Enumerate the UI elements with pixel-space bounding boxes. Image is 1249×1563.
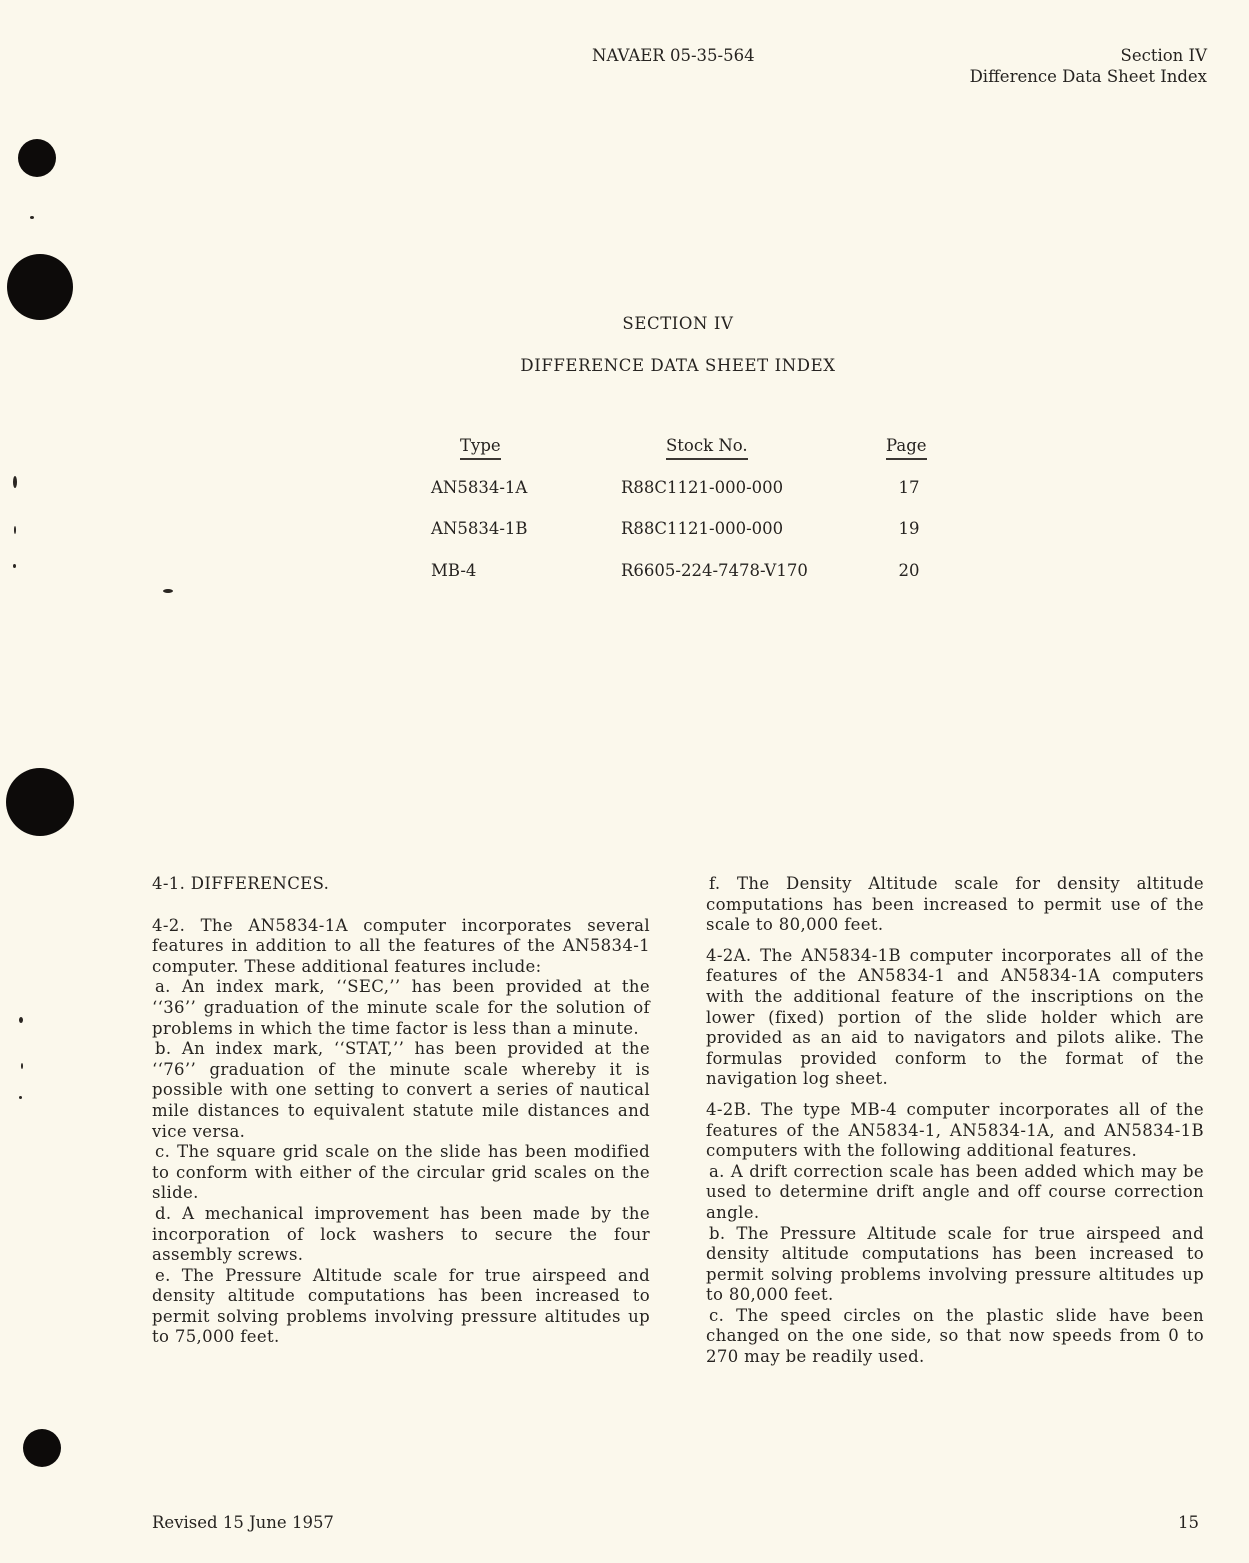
- table-row: [420, 519, 950, 561]
- punch-hole-2: [7, 254, 73, 320]
- body-column-left: [152, 874, 650, 1348]
- paragraph-4-2-a: a. An index mark, ‘‘SEC,’’ has been provided at the ‘‘36’’ graduation of the minute scale for the solution of problems in which the time factor is less than a minute.: [152, 977, 650, 1038]
- scan-speck: [13, 564, 16, 568]
- cell-stock-no: R6605-224-7478-V170: [621, 560, 808, 580]
- cell-type: MB-4: [431, 560, 477, 580]
- scan-speck: [19, 1017, 23, 1023]
- punch-hole-3: [6, 768, 74, 836]
- scan-speck: [21, 1063, 23, 1069]
- paragraph-4-2b-a: a. A drift correction scale has been added which may be used to determine drift angle and off course correction angle.: [706, 1161, 1204, 1222]
- section-title: SECTION IV: [622, 314, 734, 333]
- header-section: Section IV: [1120, 46, 1207, 65]
- scan-speck: [13, 476, 17, 488]
- cell-type: AN5834-1A: [431, 477, 528, 497]
- scan-speck: [14, 526, 16, 534]
- cell-page: 19: [898, 519, 920, 538]
- scan-speck: [30, 216, 34, 219]
- document-number: NAVAER 05-35-564: [592, 46, 755, 65]
- paragraph-heading-differences: 4-1. DIFFERENCES.: [152, 874, 330, 893]
- cell-page: 17: [898, 477, 920, 497]
- cell-page: 20: [898, 560, 920, 580]
- paragraph-4-2-f: f. The Density Altitude scale for density altitude computations has been increased to permit use of the scale to 80,000 feet.: [706, 874, 1204, 935]
- body-column-right: [706, 874, 1204, 1368]
- table-header-row: [420, 436, 950, 478]
- paragraph-4-2: 4-2. The AN5834-1A computer incorporates several features in addition to all the features of the AN5834-1 computer. These additional features include:: [152, 915, 650, 976]
- paragraph-4-2b-c: c. The speed circles on the plastic slide have been changed on the one side, so that now speeds from 0 to 270 may be readily used.: [706, 1305, 1204, 1367]
- running-header: [970, 45, 1207, 87]
- page-number: 15: [1178, 1513, 1199, 1532]
- scan-speck: [163, 589, 173, 593]
- revision-date: Revised 15 June 1957: [152, 1513, 334, 1532]
- paragraph-4-2a: 4-2A. The AN5834-1B computer incorporates all of the features of the AN5834-1 and AN5834-1A computers with the additional feature of the inscriptions on the lower (fixed) portion of the slide holder which are provided as an aid to navigators and pilots alike. The formulas provided conform to the format of the navigation log sheet.: [706, 945, 1204, 1089]
- table-row: [420, 561, 950, 603]
- cell-stock-no: R88C1121-000-000: [621, 477, 784, 497]
- paragraph-4-2-b: b. An index mark, ‘‘STAT,’’ has been provided at the ‘‘76’’ graduation of the minute scale whereby it is possible with one setting to convert a series of nautical mile distances to equivalent statute mile distances and vice versa.: [152, 1039, 650, 1141]
- punch-hole-1: [18, 139, 56, 177]
- scan-speck: [19, 1096, 22, 1099]
- header-section-subtitle: Difference Data Sheet Index: [969, 67, 1207, 86]
- difference-data-index-table: [420, 436, 950, 602]
- table-row: [420, 478, 950, 520]
- paragraph-4-2b-b: b. The Pressure Altitude scale for true airspeed and density altitude computations has been increased to permit solving problems involving pressure altitudes up to 80,000 feet.: [706, 1223, 1204, 1305]
- cell-type: AN5834-1B: [431, 519, 528, 538]
- section-heading: DIFFERENCE DATA SHEET INDEX: [520, 356, 836, 375]
- paragraph-4-2-c: c. The square grid scale on the slide has been modified to conform with either of the circular grid scales on the slide.: [152, 1142, 650, 1203]
- punch-hole-4: [23, 1429, 61, 1467]
- paragraph-4-2-d: d. A mechanical improvement has been made by the incorporation of lock washers to secure the four assembly screws.: [152, 1203, 650, 1265]
- column-header-stock-no: Stock No.: [666, 436, 748, 460]
- paragraph-4-2-e: e. The Pressure Altitude scale for true airspeed and density altitude computations has been increased to permit solving problems involving pressure altitudes up to 75,000 feet.: [152, 1265, 650, 1347]
- paragraph-4-2b: 4-2B. The type MB-4 computer incorporates all of the features of the AN5834-1, AN5834-1A, and AN5834-1B computers with the following additional features.: [706, 1099, 1204, 1161]
- cell-stock-no: R88C1121-000-000: [621, 519, 784, 538]
- column-header-type: Type: [460, 436, 501, 460]
- column-header-page: Page: [886, 436, 927, 460]
